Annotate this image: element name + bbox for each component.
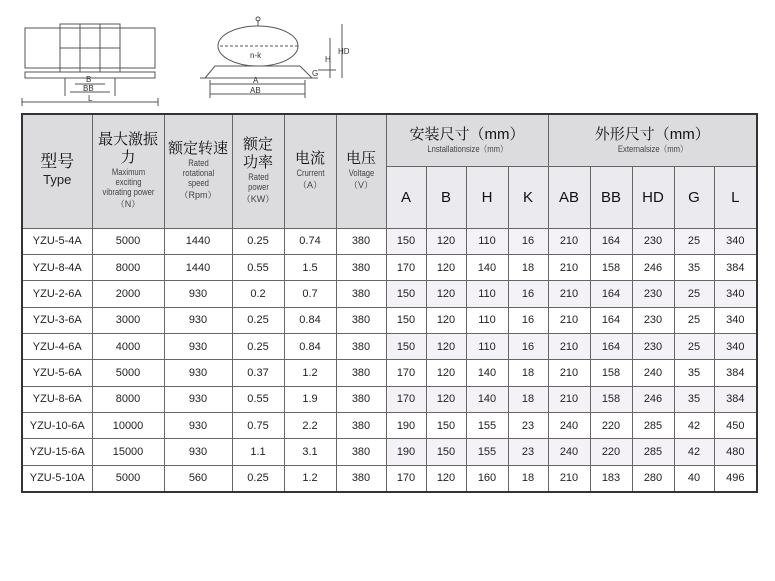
table-row bbox=[22, 307, 757, 333]
label-ab: AB bbox=[250, 86, 261, 95]
cell-g: 42 bbox=[674, 412, 714, 438]
cell-voltage: 380 bbox=[336, 228, 386, 254]
table-row bbox=[22, 333, 757, 359]
cell-ab: 210 bbox=[548, 465, 590, 492]
cell-voltage: 380 bbox=[336, 254, 386, 280]
cell-ab: 210 bbox=[548, 307, 590, 333]
cell-current: 1.2 bbox=[284, 360, 336, 386]
voltage-zh: 电压 bbox=[345, 150, 376, 168]
force-unit: （N） bbox=[115, 199, 141, 210]
cell-speed: 560 bbox=[164, 465, 232, 492]
cell-g: 35 bbox=[674, 386, 714, 412]
cell-h: 140 bbox=[466, 254, 508, 280]
cell-power: 1.1 bbox=[232, 439, 284, 465]
header-voltage bbox=[336, 114, 386, 228]
dimension-drawings bbox=[0, 0, 775, 110]
dim-header-k: K bbox=[508, 166, 548, 228]
cell-k: 18 bbox=[508, 360, 548, 386]
cell-b: 120 bbox=[426, 386, 466, 412]
cell-power: 0.55 bbox=[232, 386, 284, 412]
label-h: H bbox=[325, 55, 331, 64]
cell-force: 3000 bbox=[92, 307, 164, 333]
cell-b: 150 bbox=[426, 412, 466, 438]
header-install-size bbox=[386, 114, 548, 166]
cell-g: 40 bbox=[674, 465, 714, 492]
cell-k: 18 bbox=[508, 386, 548, 412]
label-a: A bbox=[253, 76, 259, 85]
cell-a: 170 bbox=[386, 465, 426, 492]
cell-hd: 285 bbox=[632, 439, 674, 465]
cell-force: 5000 bbox=[92, 360, 164, 386]
table-row bbox=[22, 228, 757, 254]
cell-force: 4000 bbox=[92, 333, 164, 359]
cell-model: YZU-10-6A bbox=[22, 412, 92, 438]
cell-voltage: 380 bbox=[336, 439, 386, 465]
spec-table bbox=[21, 113, 758, 493]
cell-l: 450 bbox=[714, 412, 757, 438]
cell-speed: 930 bbox=[164, 307, 232, 333]
cell-model: YZU-2-6A bbox=[22, 281, 92, 307]
cell-l: 384 bbox=[714, 386, 757, 412]
power-en-2: power bbox=[247, 182, 269, 193]
cell-power: 0.2 bbox=[232, 281, 284, 307]
cell-h: 140 bbox=[466, 360, 508, 386]
cell-model: YZU-4-6A bbox=[22, 333, 92, 359]
label-hd: HD bbox=[338, 47, 350, 56]
cell-current: 0.7 bbox=[284, 281, 336, 307]
cell-speed: 930 bbox=[164, 333, 232, 359]
cell-g: 25 bbox=[674, 228, 714, 254]
power-zh-2: 功率 bbox=[242, 154, 273, 172]
cell-a: 150 bbox=[386, 228, 426, 254]
cell-force: 2000 bbox=[92, 281, 164, 307]
cell-l: 496 bbox=[714, 465, 757, 492]
cell-b: 120 bbox=[426, 307, 466, 333]
cell-speed: 930 bbox=[164, 386, 232, 412]
cell-bb: 183 bbox=[590, 465, 632, 492]
cell-k: 16 bbox=[508, 281, 548, 307]
cell-voltage: 380 bbox=[336, 386, 386, 412]
speed-en-1: Rated bbox=[187, 158, 209, 169]
cell-power: 0.25 bbox=[232, 307, 284, 333]
cell-h: 155 bbox=[466, 412, 508, 438]
power-unit: （KW） bbox=[241, 194, 275, 205]
label-g: G bbox=[312, 69, 319, 78]
cell-ab: 210 bbox=[548, 228, 590, 254]
cell-bb: 164 bbox=[590, 333, 632, 359]
cell-hd: 285 bbox=[632, 412, 674, 438]
dim-header-l: L bbox=[714, 166, 757, 228]
table-row bbox=[22, 386, 757, 412]
motor-top-view-drawing bbox=[0, 0, 775, 110]
cell-a: 170 bbox=[386, 254, 426, 280]
cell-model: YZU-15-6A bbox=[22, 439, 92, 465]
cell-voltage: 380 bbox=[336, 412, 386, 438]
cell-ab: 240 bbox=[548, 412, 590, 438]
cell-bb: 220 bbox=[590, 412, 632, 438]
label-n-k: n-k bbox=[250, 51, 262, 60]
label-l: L bbox=[88, 94, 93, 103]
dim-header-ab: AB bbox=[548, 166, 590, 228]
label-bb: BB bbox=[83, 84, 94, 93]
cell-h: 110 bbox=[466, 281, 508, 307]
cell-speed: 930 bbox=[164, 412, 232, 438]
cell-bb: 164 bbox=[590, 228, 632, 254]
cell-bb: 158 bbox=[590, 386, 632, 412]
cell-a: 170 bbox=[386, 386, 426, 412]
dim-header-a: A bbox=[386, 166, 426, 228]
table-row bbox=[22, 465, 757, 492]
dim-header-b: B bbox=[426, 166, 466, 228]
cell-bb: 158 bbox=[590, 360, 632, 386]
cell-hd: 230 bbox=[632, 281, 674, 307]
cell-k: 18 bbox=[508, 254, 548, 280]
spec-table-body bbox=[22, 228, 757, 492]
cell-k: 18 bbox=[508, 465, 548, 492]
dim-header-g: G bbox=[674, 166, 714, 228]
dim-header-bb: BB bbox=[590, 166, 632, 228]
cell-current: 1.5 bbox=[284, 254, 336, 280]
header-force bbox=[92, 114, 164, 228]
cell-l: 340 bbox=[714, 333, 757, 359]
install-en: Lnstallationsize（mm） bbox=[426, 144, 508, 155]
cell-h: 110 bbox=[466, 307, 508, 333]
cell-l: 340 bbox=[714, 228, 757, 254]
cell-l: 340 bbox=[714, 307, 757, 333]
speed-zh: 额定转速 bbox=[167, 140, 228, 158]
cell-g: 25 bbox=[674, 307, 714, 333]
external-zh: 外形尺寸（mm） bbox=[594, 126, 710, 144]
cell-power: 0.25 bbox=[232, 228, 284, 254]
current-unit: （A） bbox=[297, 180, 322, 191]
cell-bb: 164 bbox=[590, 281, 632, 307]
cell-force: 5000 bbox=[92, 228, 164, 254]
cell-voltage: 380 bbox=[336, 465, 386, 492]
speed-en-2: rotational bbox=[182, 168, 214, 179]
table-row bbox=[22, 254, 757, 280]
cell-a: 150 bbox=[386, 333, 426, 359]
cell-g: 35 bbox=[674, 360, 714, 386]
table-row bbox=[22, 360, 757, 386]
install-zh: 安装尺寸（mm） bbox=[409, 126, 525, 144]
cell-power: 0.75 bbox=[232, 412, 284, 438]
current-zh: 电流 bbox=[294, 150, 325, 168]
cell-speed: 930 bbox=[164, 281, 232, 307]
cell-bb: 158 bbox=[590, 254, 632, 280]
cell-hd: 240 bbox=[632, 360, 674, 386]
cell-power: 0.55 bbox=[232, 254, 284, 280]
model-en: Type bbox=[43, 172, 72, 188]
cell-ab: 240 bbox=[548, 439, 590, 465]
cell-model: YZU-3-6A bbox=[22, 307, 92, 333]
cell-power: 0.25 bbox=[232, 465, 284, 492]
table-row bbox=[22, 412, 757, 438]
cell-k: 23 bbox=[508, 412, 548, 438]
cell-a: 150 bbox=[386, 307, 426, 333]
cell-k: 16 bbox=[508, 228, 548, 254]
dim-header-hd: HD bbox=[632, 166, 674, 228]
table-row bbox=[22, 439, 757, 465]
cell-h: 140 bbox=[466, 386, 508, 412]
cell-current: 3.1 bbox=[284, 439, 336, 465]
cell-hd: 230 bbox=[632, 228, 674, 254]
cell-current: 0.74 bbox=[284, 228, 336, 254]
cell-model: YZU-5-6A bbox=[22, 360, 92, 386]
cell-force: 5000 bbox=[92, 465, 164, 492]
cell-b: 120 bbox=[426, 254, 466, 280]
cell-ab: 210 bbox=[548, 360, 590, 386]
cell-b: 120 bbox=[426, 333, 466, 359]
cell-ab: 210 bbox=[548, 386, 590, 412]
cell-b: 120 bbox=[426, 228, 466, 254]
cell-voltage: 380 bbox=[336, 360, 386, 386]
cell-power: 0.25 bbox=[232, 333, 284, 359]
cell-a: 190 bbox=[386, 439, 426, 465]
power-zh-1: 额定 bbox=[242, 136, 273, 154]
header-power bbox=[232, 114, 284, 228]
force-en-1: Maximum bbox=[111, 167, 145, 178]
header-external-size bbox=[548, 114, 757, 166]
cell-force: 8000 bbox=[92, 386, 164, 412]
cell-a: 150 bbox=[386, 281, 426, 307]
cell-model: YZU-8-6A bbox=[22, 386, 92, 412]
model-zh: 型号 bbox=[40, 152, 75, 172]
cell-h: 110 bbox=[466, 333, 508, 359]
dim-header-h: H bbox=[466, 166, 508, 228]
cell-l: 340 bbox=[714, 281, 757, 307]
cell-a: 190 bbox=[386, 412, 426, 438]
cell-speed: 930 bbox=[164, 439, 232, 465]
cell-current: 2.2 bbox=[284, 412, 336, 438]
voltage-en: Voltage bbox=[348, 168, 374, 179]
cell-h: 160 bbox=[466, 465, 508, 492]
cell-hd: 280 bbox=[632, 465, 674, 492]
cell-power: 0.37 bbox=[232, 360, 284, 386]
cell-force: 8000 bbox=[92, 254, 164, 280]
cell-g: 25 bbox=[674, 333, 714, 359]
cell-g: 25 bbox=[674, 281, 714, 307]
cell-voltage: 380 bbox=[336, 281, 386, 307]
cell-bb: 164 bbox=[590, 307, 632, 333]
voltage-unit: （V） bbox=[348, 180, 373, 191]
cell-current: 1.9 bbox=[284, 386, 336, 412]
cell-b: 120 bbox=[426, 281, 466, 307]
cell-l: 480 bbox=[714, 439, 757, 465]
speed-unit: （Rpm） bbox=[179, 190, 217, 201]
cell-k: 16 bbox=[508, 333, 548, 359]
cell-hd: 246 bbox=[632, 386, 674, 412]
cell-ab: 210 bbox=[548, 281, 590, 307]
cell-current: 0.84 bbox=[284, 333, 336, 359]
cell-hd: 230 bbox=[632, 307, 674, 333]
cell-k: 23 bbox=[508, 439, 548, 465]
cell-g: 35 bbox=[674, 254, 714, 280]
cell-a: 170 bbox=[386, 360, 426, 386]
cell-k: 16 bbox=[508, 307, 548, 333]
cell-b: 120 bbox=[426, 465, 466, 492]
cell-force: 15000 bbox=[92, 439, 164, 465]
speed-en-3: speed bbox=[187, 178, 209, 189]
cell-ab: 210 bbox=[548, 254, 590, 280]
cell-l: 384 bbox=[714, 360, 757, 386]
header-speed bbox=[164, 114, 232, 228]
power-en-1: Rated bbox=[247, 172, 269, 183]
cell-current: 1.2 bbox=[284, 465, 336, 492]
cell-current: 0.84 bbox=[284, 307, 336, 333]
cell-b: 150 bbox=[426, 439, 466, 465]
cell-speed: 1440 bbox=[164, 228, 232, 254]
force-en-2: exciting bbox=[115, 177, 141, 188]
cell-speed: 1440 bbox=[164, 254, 232, 280]
cell-b: 120 bbox=[426, 360, 466, 386]
cell-speed: 930 bbox=[164, 360, 232, 386]
label-b: B bbox=[86, 75, 92, 84]
external-en: Externalsize（mm） bbox=[617, 144, 688, 155]
cell-model: YZU-5-10A bbox=[22, 465, 92, 492]
current-en: Crurrent bbox=[295, 168, 325, 179]
cell-voltage: 380 bbox=[336, 333, 386, 359]
cell-ab: 210 bbox=[548, 333, 590, 359]
cell-h: 155 bbox=[466, 439, 508, 465]
cell-h: 110 bbox=[466, 228, 508, 254]
cell-hd: 230 bbox=[632, 333, 674, 359]
header-model bbox=[22, 114, 92, 228]
cell-l: 384 bbox=[714, 254, 757, 280]
cell-bb: 220 bbox=[590, 439, 632, 465]
cell-g: 42 bbox=[674, 439, 714, 465]
cell-force: 10000 bbox=[92, 412, 164, 438]
table-row bbox=[22, 281, 757, 307]
force-zh: 最大激振力 bbox=[97, 131, 158, 167]
cell-model: YZU-5-4A bbox=[22, 228, 92, 254]
cell-hd: 246 bbox=[632, 254, 674, 280]
force-en-3: vibrating power bbox=[102, 187, 154, 198]
header-current bbox=[284, 114, 336, 228]
cell-model: YZU-8-4A bbox=[22, 254, 92, 280]
cell-voltage: 380 bbox=[336, 307, 386, 333]
